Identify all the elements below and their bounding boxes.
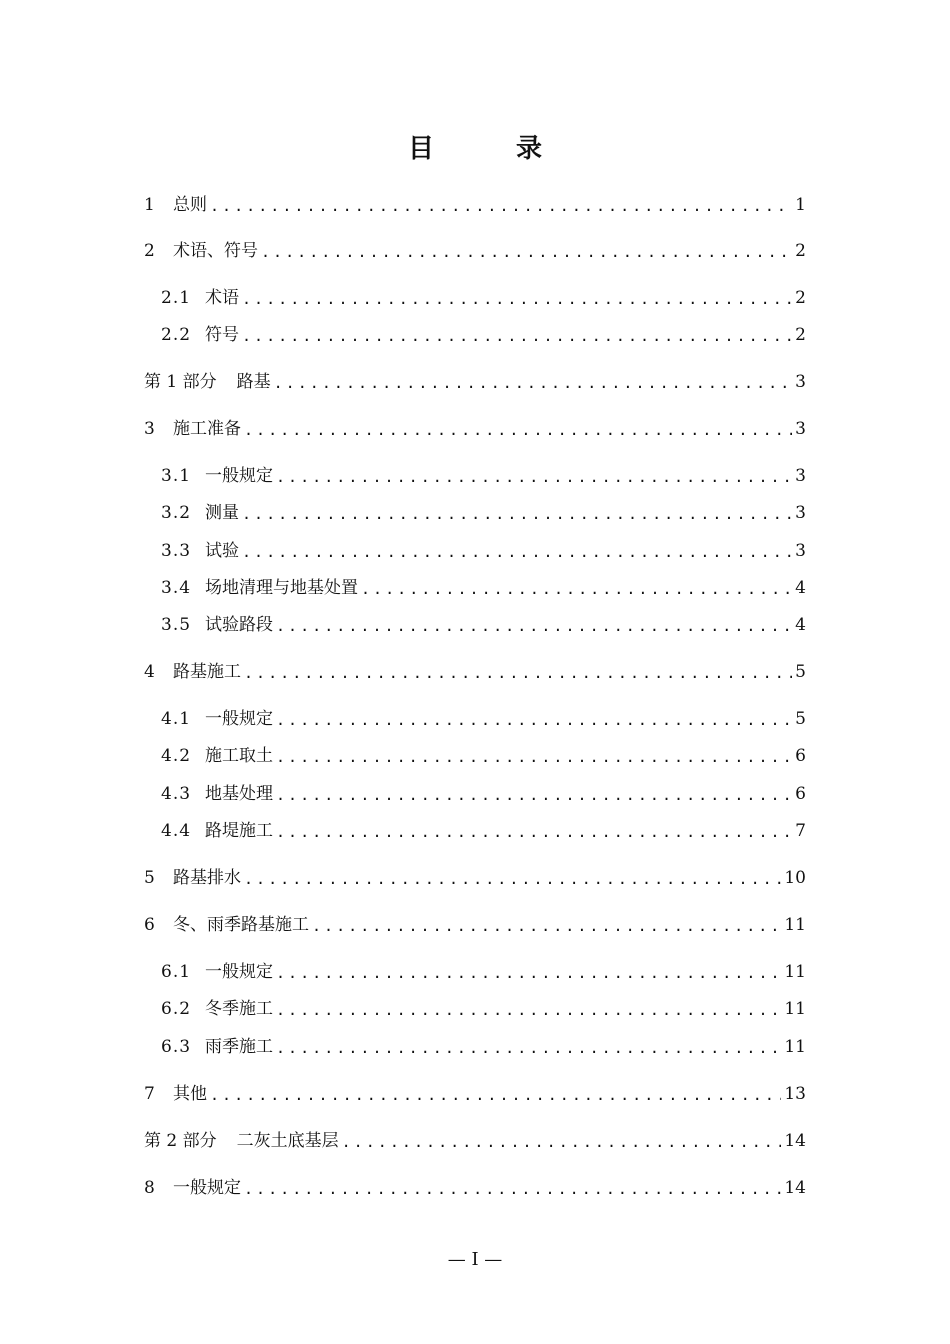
- toc-entry[interactable]: [161, 575, 806, 599]
- toc-entry-page: 2: [795, 288, 806, 308]
- dot-leader: [361, 579, 792, 599]
- toc-entry-number: 2.1: [161, 288, 192, 308]
- toc-entry-page: 2: [795, 325, 806, 345]
- toc-entry-page: 4: [795, 578, 806, 598]
- toc-entry-title: 路基排水: [173, 868, 241, 888]
- toc-entry[interactable]: [161, 706, 806, 730]
- dot-leader: [276, 1000, 781, 1020]
- toc-entry-page: 14: [784, 1131, 806, 1151]
- toc-entry-title: 施工取土: [205, 746, 273, 766]
- toc-entry-title: 术语: [205, 288, 239, 308]
- toc-entry-page: 11: [784, 999, 806, 1019]
- toc-entry-number: 3.5: [161, 615, 192, 635]
- toc-entry-page: 3: [795, 372, 806, 392]
- toc-entry-title: 路基施工: [173, 662, 241, 682]
- toc-entry-number: 2.2: [161, 325, 192, 345]
- toc-entry-number: 4.3: [161, 784, 192, 804]
- toc-entry-title: 施工准备: [173, 419, 241, 439]
- toc-entry[interactable]: [144, 238, 806, 262]
- toc-entry-number: 3: [144, 419, 155, 439]
- dot-leader: [210, 1085, 781, 1105]
- toc-entry-page: 3: [795, 503, 806, 523]
- toc-entry-page: 3: [795, 419, 806, 439]
- toc-entry[interactable]: [161, 285, 806, 309]
- toc-entry-page: 2: [795, 241, 806, 261]
- toc-entry[interactable]: [144, 865, 806, 889]
- toc-entry-number: 2: [144, 241, 155, 261]
- toc-entry-title: 一般规定: [205, 709, 273, 729]
- toc-entry-title: 试验: [205, 541, 239, 561]
- toc-entry-number: 4.4: [161, 821, 192, 841]
- toc-entry[interactable]: [161, 538, 806, 562]
- toc-entry-page: 3: [795, 541, 806, 561]
- toc-entry-number: 3.4: [161, 578, 192, 598]
- toc-entry-title: 二灰土底基层: [236, 1131, 339, 1151]
- toc-entry[interactable]: [144, 192, 806, 216]
- toc-entry-page: 1: [795, 195, 806, 215]
- toc-entry-page: 5: [795, 662, 806, 682]
- toc-entry-page: 14: [784, 1178, 806, 1198]
- toc-entry[interactable]: [144, 1175, 806, 1199]
- toc-entry[interactable]: [161, 612, 806, 636]
- dot-leader: [276, 785, 792, 805]
- dot-leader: [242, 289, 792, 309]
- toc-entry-page: 5: [795, 709, 806, 729]
- dot-leader: [276, 710, 792, 730]
- toc-entry-title: 路堤施工: [205, 821, 273, 841]
- toc-entry-title: 场地清理与地基处置: [205, 578, 358, 598]
- toc-entry-title: 地基处理: [205, 784, 273, 804]
- dot-leader: [242, 504, 792, 524]
- toc-entry-title: 一般规定: [173, 1178, 241, 1198]
- toc-entry-title: 试验路段: [205, 615, 273, 635]
- toc-entry-number: 3.3: [161, 541, 192, 561]
- dot-leader: [276, 616, 792, 636]
- dot-leader: [276, 467, 792, 487]
- toc-entry-number: 第 2 部分: [144, 1131, 217, 1151]
- toc-entry-page: 10: [784, 868, 806, 888]
- toc-entry-title: 其他: [173, 1084, 207, 1104]
- dot-leader: [276, 822, 792, 842]
- toc-entry[interactable]: [161, 1034, 806, 1058]
- toc-entry[interactable]: [161, 463, 806, 487]
- toc-entry-number: 7: [144, 1084, 155, 1104]
- toc-entry-number: 6.1: [161, 962, 192, 982]
- dot-leader: [274, 373, 793, 393]
- toc-entry-number: 4.1: [161, 709, 192, 729]
- toc-entry-page: 6: [795, 746, 806, 766]
- toc-entry-title: 总则: [173, 195, 207, 215]
- toc-entry-page: 11: [784, 1037, 806, 1057]
- toc-entry-number: 6: [144, 915, 155, 935]
- toc-entry-number: 第 1 部分: [144, 372, 217, 392]
- toc-entry[interactable]: [161, 781, 806, 805]
- toc-entry-part[interactable]: [144, 1128, 806, 1152]
- toc-entry[interactable]: [161, 743, 806, 767]
- dot-leader: [276, 747, 792, 767]
- page-number-footer: — I —: [447, 1249, 503, 1270]
- toc-entry-title: 符号: [205, 325, 239, 345]
- toc-entry[interactable]: [144, 912, 806, 936]
- dot-leader: [276, 1038, 781, 1058]
- toc-entry-number: 8: [144, 1178, 155, 1198]
- dot-leader: [276, 963, 781, 983]
- toc-entry-title: 冬、雨季路基施工: [173, 915, 309, 935]
- toc-entry-page: 11: [784, 962, 806, 982]
- toc-entry[interactable]: [161, 818, 806, 842]
- toc-entry-number: 3.2: [161, 503, 192, 523]
- toc-entry-number: 5: [144, 868, 155, 888]
- toc-entry-title: 测量: [205, 503, 239, 523]
- toc-entry[interactable]: [161, 959, 806, 983]
- toc-entry-page: 7: [795, 821, 806, 841]
- toc-entry-page: 13: [784, 1084, 806, 1104]
- dot-leader: [244, 869, 781, 889]
- toc-entry[interactable]: [144, 416, 806, 440]
- dot-leader: [242, 326, 792, 346]
- toc-entry-number: 4: [144, 662, 155, 682]
- toc-entry[interactable]: [161, 500, 806, 524]
- dot-leader: [242, 542, 792, 562]
- toc-entry-page: 3: [795, 466, 806, 486]
- toc-entry-title: 冬季施工: [205, 999, 273, 1019]
- toc-entry-part[interactable]: [144, 369, 806, 393]
- dot-leader: [244, 420, 792, 440]
- toc-title: 目 录: [407, 134, 570, 164]
- toc-entry-number: 3.1: [161, 466, 192, 486]
- toc-entry-number: 1: [144, 195, 155, 215]
- toc-entry-number: 6.3: [161, 1037, 192, 1057]
- toc-entry-page: 6: [795, 784, 806, 804]
- toc-entry-page: 11: [784, 915, 806, 935]
- toc-entry-number: 6.2: [161, 999, 192, 1019]
- toc-entry[interactable]: [144, 1081, 806, 1105]
- toc-entry-title: 术语、符号: [173, 241, 258, 261]
- toc-entry-title: 一般规定: [205, 466, 273, 486]
- toc-entry[interactable]: [161, 322, 806, 346]
- toc-entry-page: 4: [795, 615, 806, 635]
- dot-leader: [261, 242, 792, 262]
- dot-leader: [210, 196, 792, 216]
- toc-entry-number: 4.2: [161, 746, 192, 766]
- dot-leader: [312, 916, 781, 936]
- dot-leader: [244, 1179, 781, 1199]
- toc-entry[interactable]: [144, 659, 806, 683]
- toc-entry-title: 雨季施工: [205, 1037, 273, 1057]
- dot-leader: [244, 663, 792, 683]
- dot-leader: [342, 1132, 782, 1152]
- toc-entry-title: 路基: [236, 372, 271, 392]
- toc-entry[interactable]: [161, 996, 806, 1020]
- toc-entry-title: 一般规定: [205, 962, 273, 982]
